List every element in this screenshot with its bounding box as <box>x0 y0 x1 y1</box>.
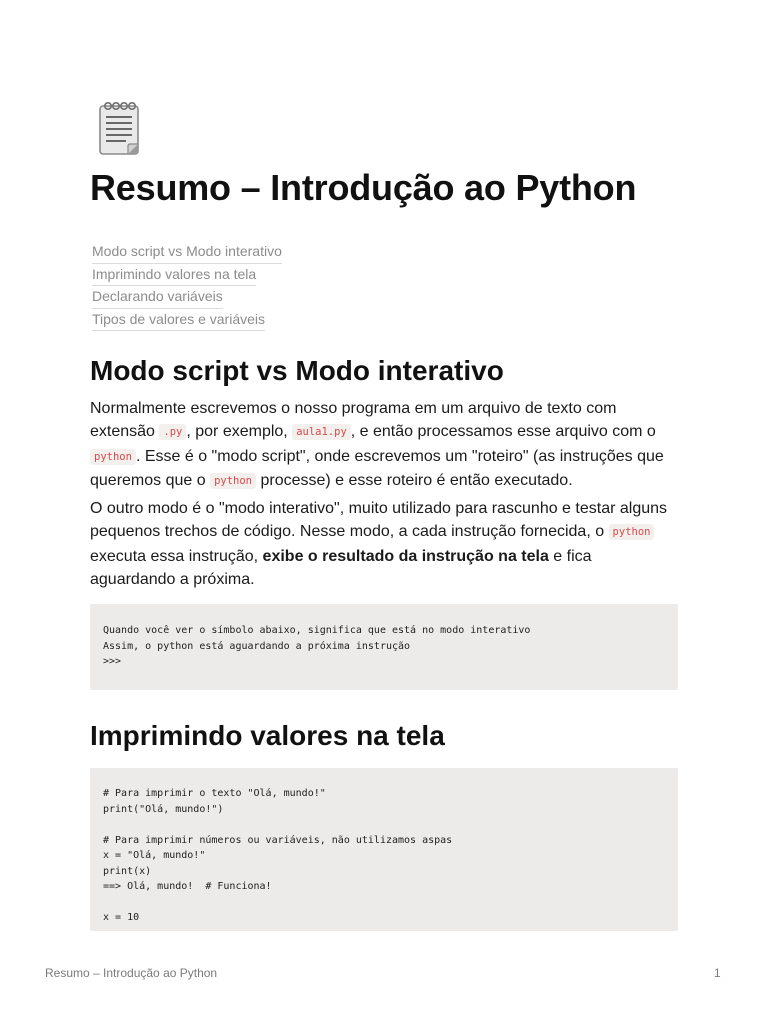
footer-page-number: 1 <box>714 966 721 980</box>
code-line: x = 10 <box>103 912 140 923</box>
paragraph-modo-interativo <box>90 497 678 591</box>
code-line: >>> <box>103 656 122 667</box>
inline-code: python <box>210 473 256 489</box>
code-line <box>103 895 665 911</box>
code-line: Quando você ver o símbolo abaixo, significa que está no modo interativo <box>103 625 531 636</box>
toc-link-tipos[interactable]: Tipos de valores e variáveis <box>92 309 265 332</box>
code-line: x = "Olá, mundo!" <box>103 850 206 861</box>
paragraph-text: executa essa instrução, <box>90 547 263 565</box>
bold-text: exibe o resultado da instrução na tela <box>262 547 549 565</box>
code-line: Assim, o python está aguardando a próxima instrução <box>103 640 411 652</box>
code-line: # Para imprimir o texto "Olá, mundo!" <box>103 788 326 799</box>
paragraph-text: Normalmente escrevemos o nosso programa em um arquivo de texto com extensão <box>90 400 617 441</box>
code-line <box>103 817 665 833</box>
paragraph-text: processe) e esse roteiro é então executado. <box>256 471 573 489</box>
toc-link-declarando[interactable]: Declarando variáveis <box>92 286 223 309</box>
inline-code: .py <box>159 424 186 440</box>
paragraph-text: , e então processamos esse arquivo com o <box>350 423 656 441</box>
paragraph-text: O outro modo é o "modo interativo", muito utilizado para rascunho e testar alguns pequenos trechos de código. Nesse modo, a cada instrução fornecida, o <box>90 500 668 541</box>
section-heading-modo-script: Modo script vs Modo interativo <box>90 355 504 386</box>
toc-link-modo-script[interactable]: Modo script vs Modo interativo <box>92 241 282 264</box>
inline-code: python <box>90 449 136 465</box>
code-line: # Para imprimir números ou variáveis, não utilizamos aspas <box>103 834 453 846</box>
code-line: print("Olá, mundo!") <box>103 803 224 815</box>
code-block-imprimindo <box>90 768 678 931</box>
paragraph-text: , por exemplo, <box>186 423 293 441</box>
code-block-interativo <box>90 604 678 690</box>
code-line: print(x) <box>103 865 152 877</box>
section-heading-imprimindo: Imprimindo valores na tela <box>90 720 445 751</box>
inline-code: python <box>609 524 655 540</box>
table-of-contents <box>92 241 282 331</box>
paragraph-modo-script <box>90 397 678 493</box>
code-line: ==> Olá, mundo! # Funciona! <box>103 881 272 892</box>
notepad-icon <box>98 100 140 156</box>
page-title: Resumo – Introdução ao Python <box>90 167 637 208</box>
paragraph-text: . Esse é o "modo script", onde escrevemos um "roteiro" (as instruções que queremos que o <box>90 447 664 489</box>
toc-link-imprimindo[interactable]: Imprimindo valores na tela <box>92 264 256 287</box>
footer-document-title: Resumo – Introdução ao Python <box>45 966 218 980</box>
inline-code: aula1.py <box>292 424 351 440</box>
paragraph-text: e fica aguardando a próxima. <box>90 547 592 588</box>
